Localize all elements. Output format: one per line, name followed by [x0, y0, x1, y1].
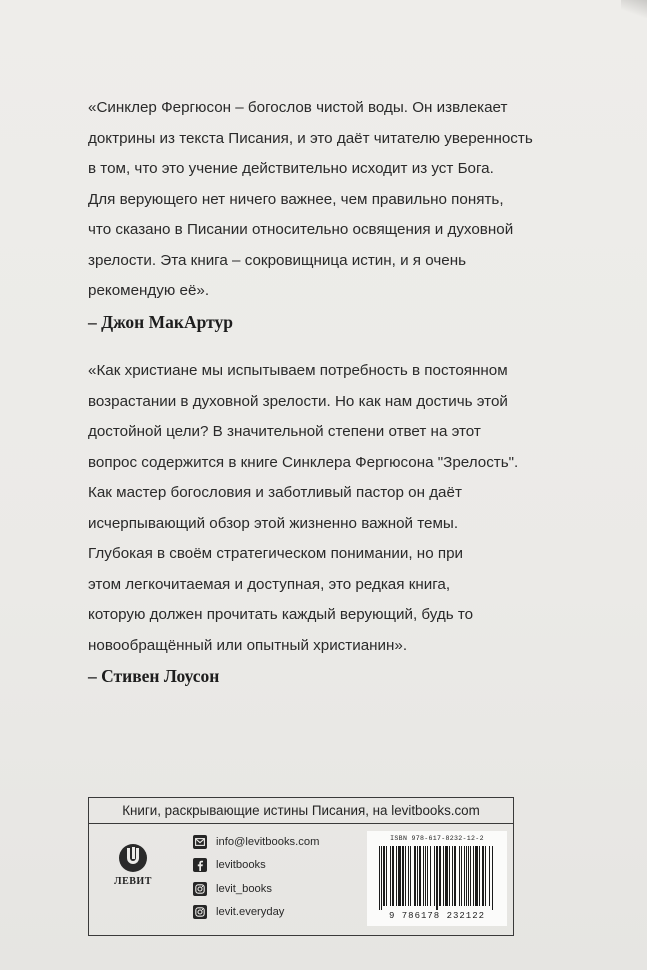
barcode-bar	[492, 846, 493, 910]
contact-facebook[interactable]	[193, 854, 319, 878]
publisher-info-box	[88, 797, 514, 936]
barcode-bar	[379, 846, 380, 910]
barcode-bar	[468, 846, 469, 906]
mail-icon	[193, 835, 207, 849]
barcode-bar	[386, 846, 387, 906]
publisher-logo	[109, 844, 157, 887]
barcode-bar	[439, 846, 441, 906]
quote-text: «Как христиане мы испытываем потребность в постоянном возрастании в духовной зрелости. Но как нам достичь этой достойной цели? В значительной степени ответ на этот вопрос содержится в книге Синклера Фергюсона "Зрелость". Как мастер богословия и заботливый пастор он даёт исчерпывающий обзор этой жизненно важной темы. Глубокая в своём стратегическом понимании, но при этом легкочитаемая и доступная, это редкая книга, которую должен прочитать каждый верующий, будь то новообращённый или опытный христианин».	[88, 362, 519, 654]
barcode-bar	[381, 846, 382, 910]
barcode-bar	[423, 846, 424, 906]
barcode-bar	[461, 846, 462, 906]
contact-instagram[interactable]	[193, 877, 319, 901]
barcode-bar	[430, 846, 431, 906]
publisher-tagline: Книги, раскрывающие истины Писания, на levitbooks.com	[89, 798, 513, 824]
barcode-bar	[419, 846, 421, 906]
instagram-icon	[193, 882, 207, 896]
barcode-bar	[434, 846, 435, 906]
contact-label: levit_books	[216, 882, 272, 895]
barcode-bar	[485, 846, 486, 906]
facebook-icon	[193, 858, 207, 872]
barcode-bar	[392, 846, 394, 906]
barcode-bar	[402, 846, 404, 906]
contact-list	[193, 830, 319, 924]
barcode-bar	[425, 846, 426, 906]
barcode-bar	[396, 846, 397, 906]
instagram-icon	[193, 905, 207, 919]
barcode-bar	[390, 846, 391, 906]
levit-logo-icon	[119, 844, 147, 872]
barcode-bar	[489, 846, 490, 906]
barcode-bar	[417, 846, 418, 906]
barcode-bar	[405, 846, 406, 906]
barcode-bar	[449, 846, 450, 906]
quote-text: «Синклер Фергюсон – богослов чистой воды. Он извлекает доктрины из текста Писания, и это даёт читателю уверенность в том, что это учение действительно исходит из уст Бога. Для верующего нет ничего важнее, чем правильно понять, что сказано в Писании относительно освящения и духовной зрелости. Эта книга – сокровищница истин, и я очень рекомендую её».	[88, 99, 533, 299]
contact-label: info@levitbooks.com	[216, 835, 320, 848]
barcode-bar	[436, 846, 438, 910]
barcode-bar	[470, 846, 471, 906]
barcode-bar	[445, 846, 448, 906]
barcode-bar	[473, 846, 474, 906]
logo-text: ЛЕВИТ	[114, 876, 152, 887]
barcode-bar	[427, 846, 428, 906]
contact-label: levit.everyday	[216, 906, 285, 919]
isbn-barcode	[367, 831, 507, 926]
ean-number: 9 786178 232122	[388, 911, 485, 921]
barcode-bar	[410, 846, 411, 906]
barcode-bar	[443, 846, 444, 906]
corner-shadow	[621, 0, 647, 18]
barcode-bars	[379, 846, 495, 910]
barcode-bar	[479, 846, 480, 906]
contact-label: levitbooks	[216, 859, 266, 872]
barcode-bar	[383, 846, 385, 906]
quote-macarthur	[88, 93, 558, 337]
barcode-bar	[466, 846, 467, 906]
barcode-bar	[398, 846, 401, 906]
barcode-bar	[454, 846, 456, 906]
barcode-bar	[475, 846, 478, 906]
contact-email[interactable]	[193, 830, 319, 854]
quote-author: – Джон МакАртур	[88, 311, 233, 332]
quote-author: – Стивен Лоусон	[88, 666, 220, 686]
barcode-bar	[459, 846, 460, 906]
barcode-bar	[464, 846, 465, 906]
quote-lawson	[88, 356, 558, 691]
barcode-bar	[408, 846, 409, 906]
barcode-bar	[452, 846, 453, 906]
barcode-bar	[414, 846, 416, 906]
barcode-bar	[482, 846, 484, 906]
contact-instagram-everyday[interactable]	[193, 901, 319, 925]
isbn-number: ISBN 978-617-8232-12-2	[390, 835, 484, 842]
